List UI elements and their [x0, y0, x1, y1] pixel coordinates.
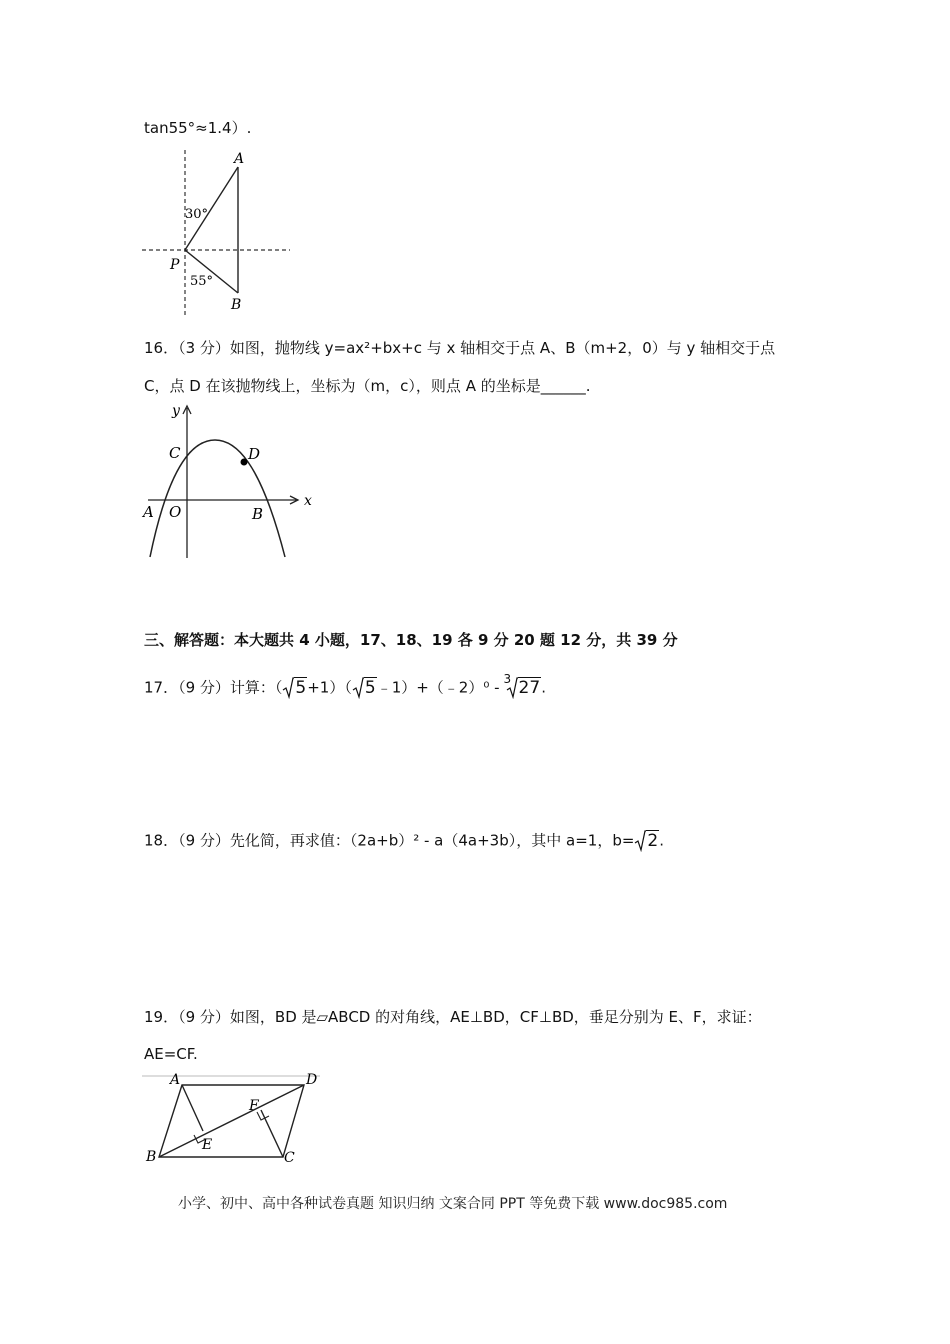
- q17-mid1: +1）（: [307, 678, 352, 697]
- label-C: C: [169, 444, 181, 462]
- label-C: C: [284, 1150, 295, 1166]
- segment-CF: [261, 1110, 283, 1157]
- point-D: [241, 459, 248, 466]
- label-angle-30: 30°: [185, 207, 209, 222]
- page-footer: 小学、初中、高中各种试卷真题 知识归纳 文案合同 PPT 等免费下载 www.doc985.com: [178, 1196, 728, 1212]
- label-D: D: [248, 445, 261, 463]
- sqrt-2: 2: [634, 830, 659, 852]
- q17-end: .: [541, 678, 546, 697]
- cube-root-27: 3 27: [506, 677, 542, 699]
- q17-line: [144, 672, 546, 699]
- q18-prefix: 18．（9 分）先化简，再求值：（2a+b）² - a（4a+3b），其中 a=1，b=: [144, 831, 635, 850]
- segment-AE: [182, 1085, 203, 1131]
- figure-q19-parallelogram: [142, 1073, 322, 1168]
- q16-line1: 16．（3 分）如图，抛物线 y=ax²+bx+c 与 x 轴相交于点 A、B（m+2，0）与 y 轴相交于点: [144, 339, 776, 357]
- q18-end: .: [659, 831, 665, 850]
- label-angle-55: 55°: [190, 274, 214, 289]
- q19-line2: AE=CF.: [144, 1045, 198, 1063]
- q15-continuation: tan55°≈1.4）.: [144, 119, 252, 137]
- label-A: A: [234, 151, 245, 167]
- sqrt-5-first: 5: [282, 677, 307, 699]
- label-y: y: [172, 403, 180, 419]
- diagonal-BD: [159, 1085, 304, 1157]
- section-three-heading: 三、解答题：本大题共 4 小题，17、18、19 各 9 分 20 题 12 分，共 39 分: [144, 631, 678, 649]
- radical-sign-icon: [634, 830, 646, 852]
- label-x: x: [304, 493, 312, 509]
- q19-line1: 19．（9 分）如图，BD 是▱ABCD 的对角线，AE⊥BD，CF⊥BD，垂足分别为 E、F，求证：: [144, 1008, 762, 1026]
- label-P: P: [170, 257, 180, 273]
- root-index: 3: [503, 672, 512, 686]
- label-O: O: [169, 503, 182, 521]
- label-E: E: [202, 1137, 213, 1153]
- figure-q16-parabola: [140, 400, 320, 562]
- label-D: D: [306, 1073, 318, 1088]
- label-B: B: [252, 505, 264, 523]
- q18-line: [144, 830, 664, 852]
- label-B: B: [231, 297, 242, 313]
- radical-sign-icon: [352, 677, 364, 699]
- q17-mid2: ﹣1）+（﹣2）⁰ -: [376, 678, 500, 697]
- label-B: B: [146, 1149, 157, 1165]
- label-F: F: [249, 1098, 259, 1114]
- label-A: A: [143, 503, 154, 521]
- figure-q15-triangle: [140, 145, 300, 315]
- sqrt-5-second: 5: [352, 677, 377, 699]
- q17-prefix: 17．（9 分）计算：（: [144, 678, 283, 697]
- radical-sign-icon: [282, 677, 294, 699]
- label-A: A: [170, 1073, 181, 1088]
- q16-line2: C，点 D 在该抛物线上，坐标为（m，c），则点 A 的坐标是______.: [144, 377, 591, 395]
